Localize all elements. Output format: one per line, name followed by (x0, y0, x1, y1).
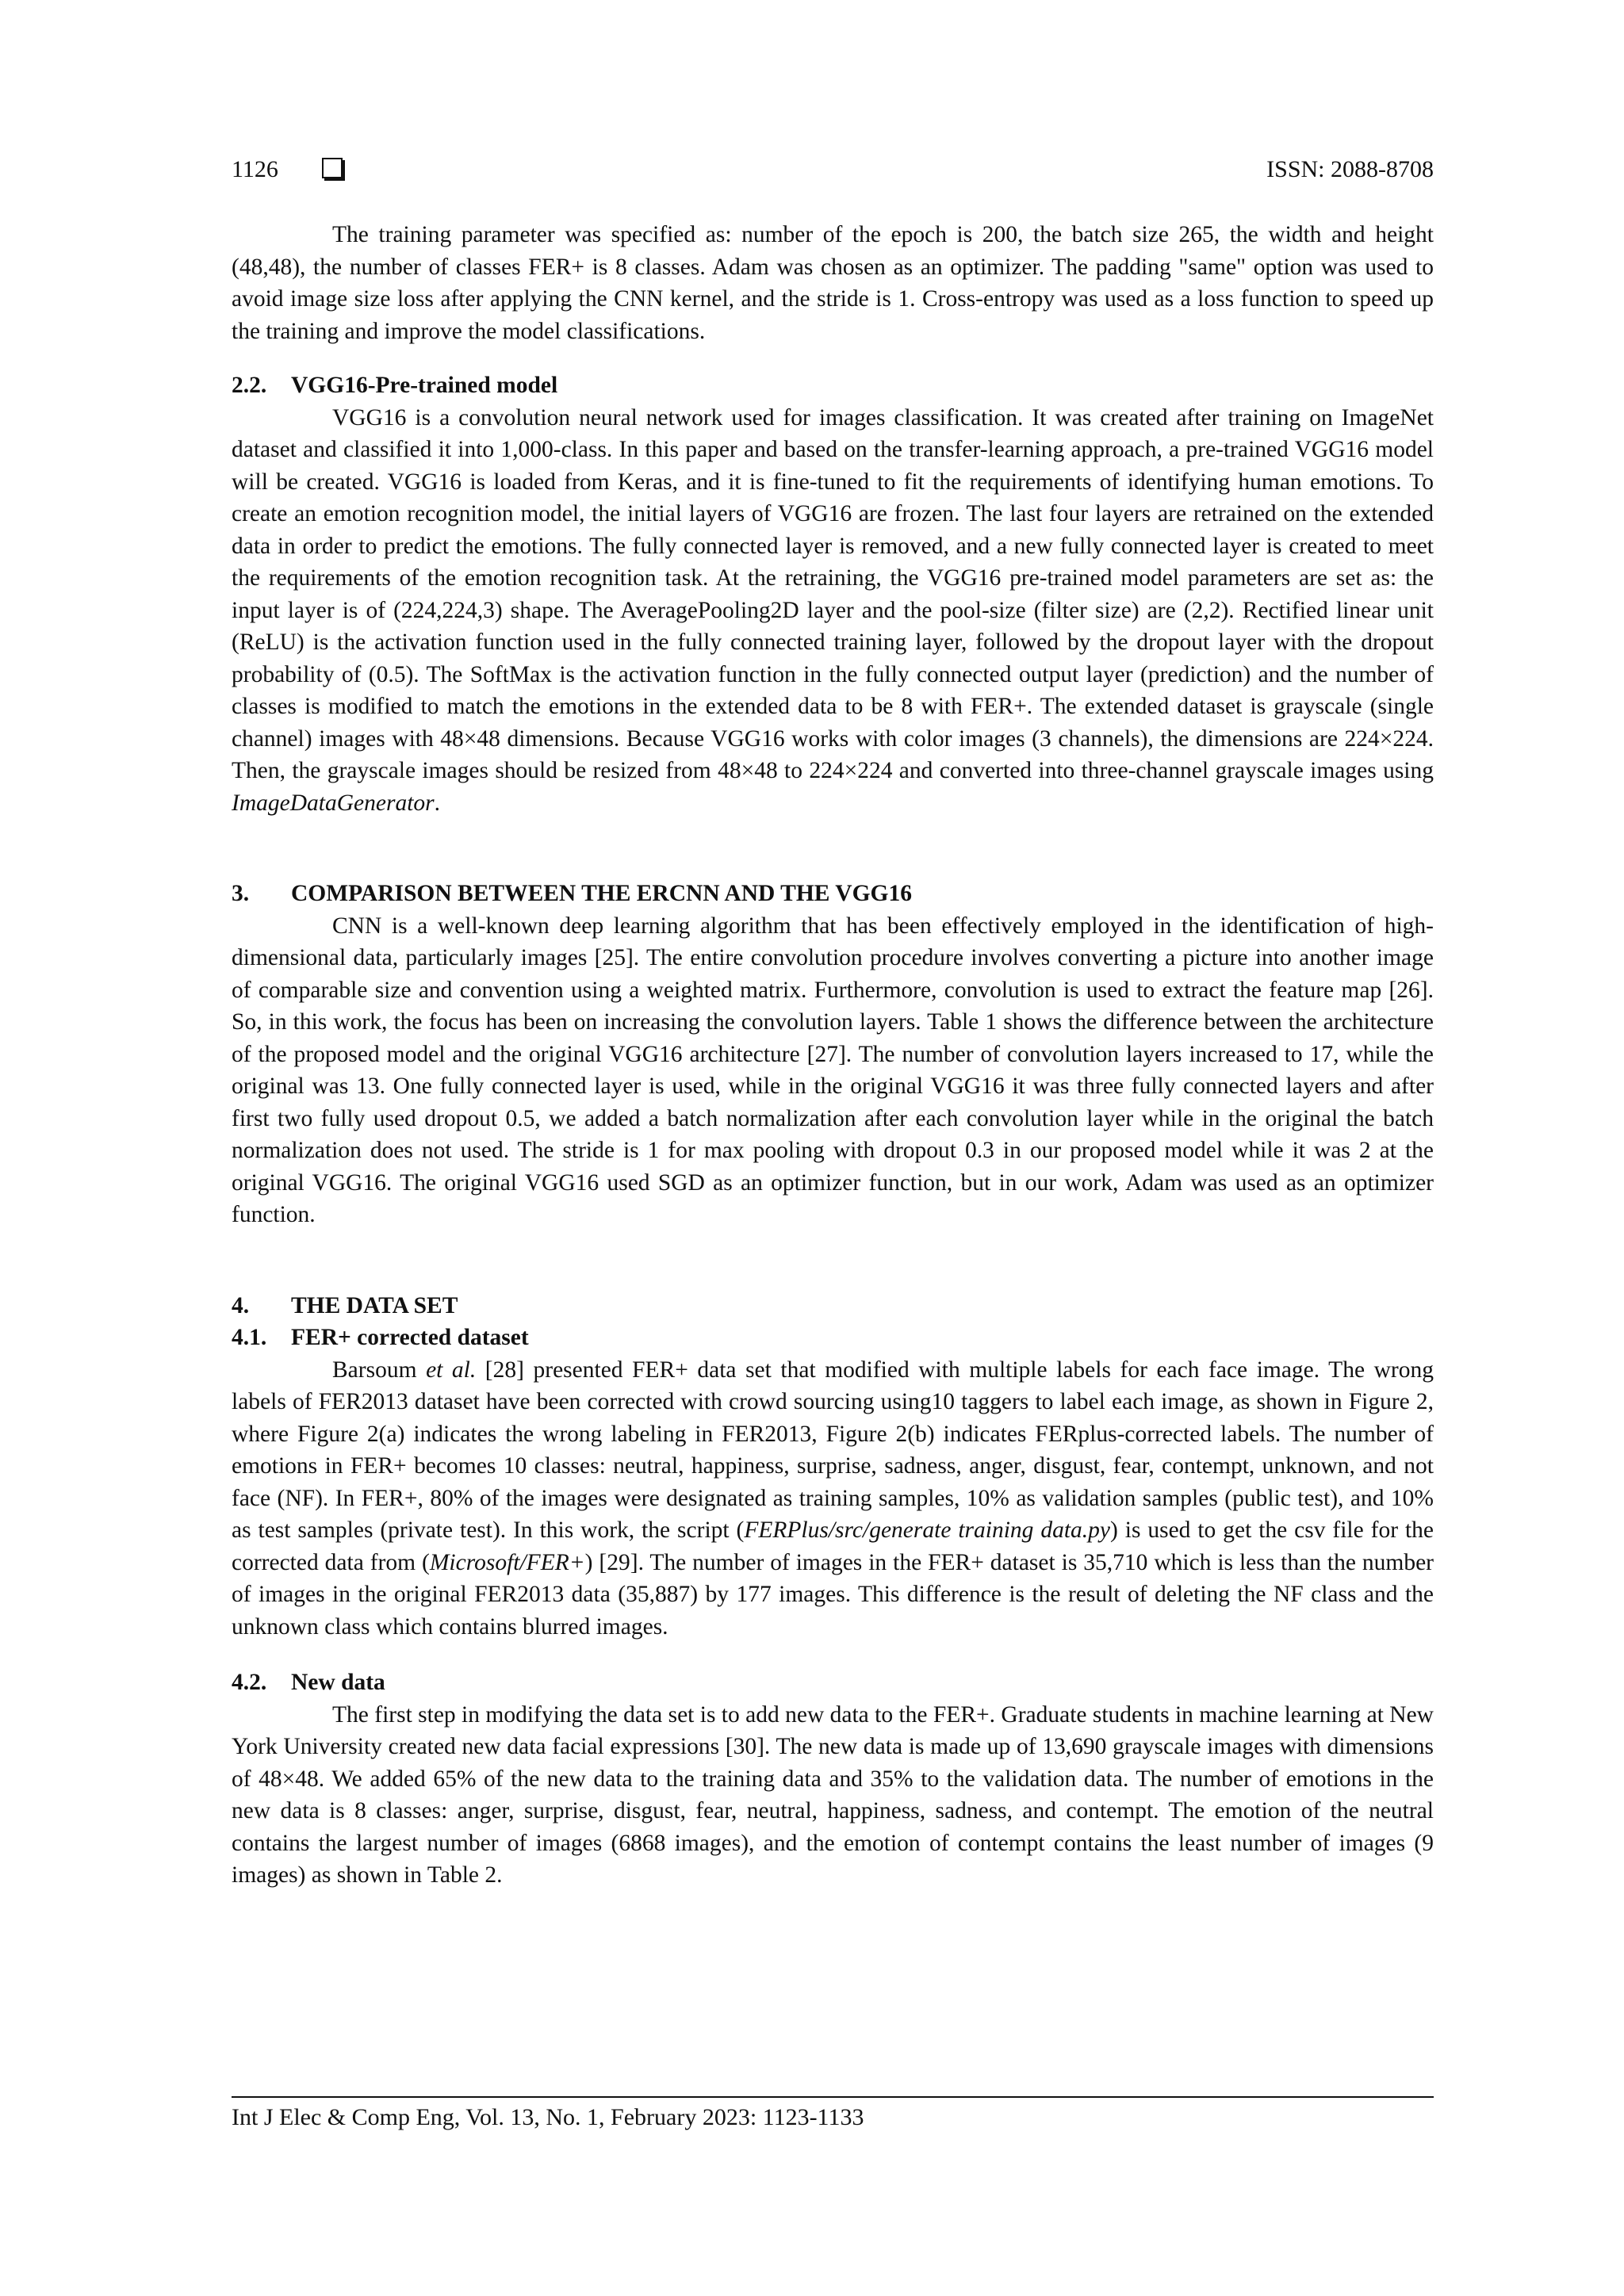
italic-term: Microsoft/FER+ (429, 1549, 585, 1575)
section-heading-2-2 (232, 369, 1434, 402)
italic-term: et al. (426, 1357, 477, 1383)
paragraph-text: . (434, 790, 440, 816)
page-number: 1126 (232, 156, 278, 182)
section-heading-4-2 (232, 1667, 1434, 1699)
page-body (232, 219, 1434, 1892)
italic-term: FERPlus/src/generate training data.py (744, 1517, 1110, 1543)
section-title: New data (291, 1670, 385, 1695)
section-heading-3 (232, 878, 1434, 910)
page-footer (232, 2096, 1434, 2131)
square-bullet-icon (322, 158, 343, 178)
paragraph-text: ) is used to get the csv file for the corrected data from ( (232, 1517, 1434, 1575)
section-4-2-paragraph: The first step in modifying the data set is to add new data to the FER+. Graduate students in machine learning at New York University created new data facial expressions [30]. The new data is made up of 13,690 grayscale images with dimensions of 48×48. We added 65% of the new data to the training data and 35% to the validation data. The number of emotions in the new data is 8 classes: anger, surprise, disgust, fear, neutral, happiness, sadness, and contempt. The emotion of the neutral contains the largest number of images (6868 images), and the emotion of contempt contains the least number of images (9 images) as shown in Table 2. (232, 1701, 1434, 1888)
footer-rule (232, 2096, 1434, 2098)
section-number: 4.2. (232, 1670, 267, 1695)
section-3-paragraph: CNN is a well-known deep learning algorithm that has been effectively employed in the identification of high-dimensional data, particularly images [25]. The entire convolution procedure involves converting a picture into another image of comparable size and convention using a weighted matrix. Furthermore, convolution is used to extract the feature map [26]. So, in this work, the focus has been on increasing the convolution layers. Table 1 shows the difference between the architecture of the proposed model and the original VGG16 architecture [27]. The number of convolution layers increased to 17, while the original was 13. One fully connected layer is used, while in the original VGG16 it was three fully connected layers and after first two fully used dropout 0.5, we added a batch normalization after each convolution layer while in the original the batch normalization does not used. The stride is 1 for max pooling with dropout 0.3 in our proposed model while it was 2 at the original VGG16. The original VGG16 used SGD as an optimizer function, but in our work, Adam was used as an optimizer function. (232, 913, 1434, 1227)
section-number: 3. (232, 881, 250, 906)
paragraph-text: VGG16 is a convolution neural network used for images classification. It was created after training on ImageNet dataset and classified it into 1,000-class. In this paper and based on the transfer-learning approach, a pre-trained VGG16 model will be created. VGG16 is loaded from Keras, and it is fine-tuned to fit the requirements of identifying human emotions. To create an emotion recognition model, the initial layers of VGG16 are frozen. The last four layers are retrained on the extended data in order to predict the emotions. The fully connected layer is removed, and a new fully connected layer is created to meet the requirements of the emotion recognition task. At the retraining, the VGG16 pre-trained model parameters are set as: the input layer is of (224,224,3) shape. The AveragePooling2D layer and the pool-size (filter size) are (2,2). Rectified linear unit (ReLU) is the activation function used in the fully connected training layer, followed by the dropout layer with the dropout probability of (0.5). The SoftMax is the activation function in the fully connected output layer (prediction) and the number of classes is modified to match the emotions in the extended data to be 8 with FER+. The extended dataset is grayscale (single channel) images with 48×48 dimensions. Because VGG16 works with color images (3 channels), the dimensions are 224×224. Then, the grayscale images should be resized from 48×48 to 224×224 and converted into three-channel grayscale images using (232, 404, 1434, 783)
section-number: 2.2. (232, 373, 267, 398)
section-title: THE DATA SET (291, 1292, 458, 1318)
section-number: 4. (232, 1292, 250, 1318)
section-heading-4-1 (232, 1322, 1434, 1354)
page-header (232, 156, 1434, 188)
section-heading-4 (232, 1290, 1434, 1322)
section-title: FER+ corrected dataset (291, 1325, 529, 1350)
section-number: 4.1. (232, 1325, 267, 1350)
paragraph-text: ) [29]. The number of images in the FER+ dataset is 35,710 which is less than the number of images in the original FER2013 data (35,887) by 177 images. This difference is the result of deleting the NF class and the unknown class which contains blurred images. (232, 1549, 1434, 1640)
paragraph-text: [28] presented FER+ data set that modified with multiple labels for each face image. The wrong labels of FER2013 dataset have been corrected with crowd sourcing using10 taggers to label each image, as shown in Figure 2, where Figure 2(a) indicates the wrong labeling in FER2013, Figure 2(b) indicates FERplus-corrected labels. The number of emotions in FER+ becomes 10 classes: neutral, happiness, surprise, sadness, anger, disgust, fear, contempt, unknown, and not face (NF). In FER+, 80% of the images were designated as training samples, 10% as validation samples (public test), and 10% as test samples (private test). In this work, the script ( (232, 1357, 1434, 1543)
section-2-2-paragraph (232, 402, 1434, 820)
section-title: COMPARISON BETWEEN THE ERCNN AND THE VGG16 (291, 881, 912, 906)
issn-label: ISSN: 2088-8708 (1266, 156, 1434, 182)
italic-term: ImageDataGenerator (232, 790, 435, 816)
section-title: VGG16-Pre-trained model (291, 373, 558, 398)
intro-paragraph: The training parameter was specified as: number of the epoch is 200, the batch size 265, the width and height (48,48), the number of classes FER+ is 8 classes. Adam was chosen as an optimizer. The padding "same" option was used to avoid image size loss after applying the CNN kernel, and the stride is 1. Cross-entropy was used as a loss function to speed up the training and improve the model classifications. (232, 222, 1434, 344)
section-4-1-paragraph (232, 1354, 1434, 1644)
footer-citation: Int J Elec & Comp Eng, Vol. 13, No. 1, February 2023: 1123-1133 (232, 2104, 864, 2130)
paragraph-text: Barsoum (332, 1357, 427, 1383)
